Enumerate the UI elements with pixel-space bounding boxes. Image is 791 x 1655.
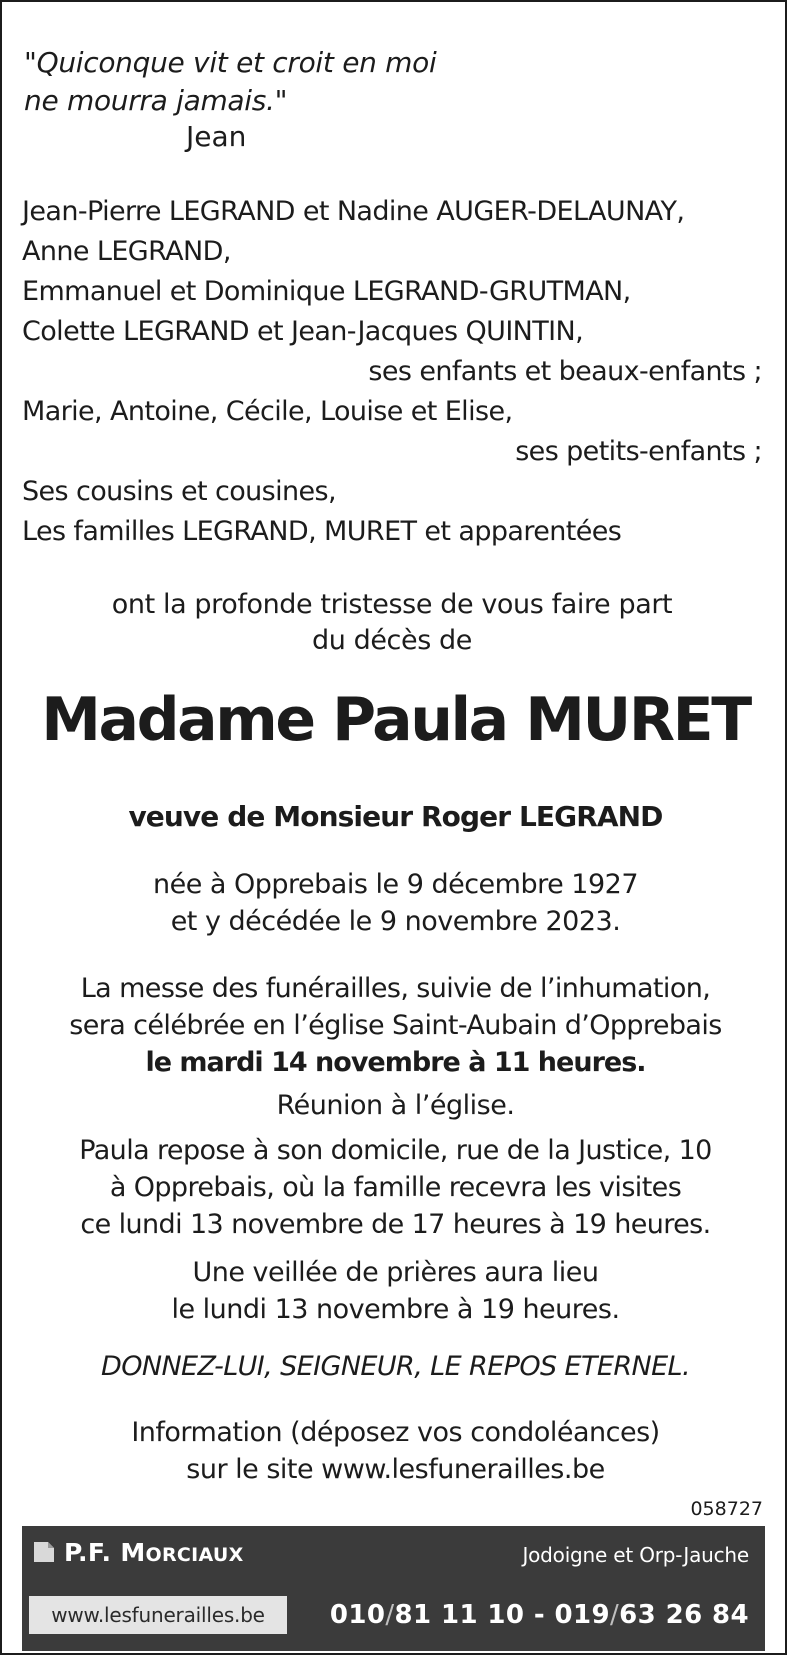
vigil-line-1: Une veillée de prières aura lieu: [192, 1257, 599, 1288]
deceased-name: Madame Paula MURET: [41, 685, 750, 755]
vigil-line-2: le lundi 13 novembre à 19 heures.: [171, 1294, 620, 1325]
brand-prefix: P.F. M: [64, 1538, 146, 1567]
info-line-2: sur le site www.lesfunerailles.be: [186, 1454, 605, 1485]
life-dates: [2, 866, 787, 940]
cousins-line: Ses cousins et cousines,: [22, 476, 337, 507]
funeral-home-phones: [330, 1597, 749, 1633]
condolence-info: [2, 1414, 787, 1488]
quote-line-2: ne mourra jamais.": [24, 84, 288, 117]
families-line: Les familles LEGRAND, MURET et apparentées: [22, 516, 622, 547]
phone-1-number: 81 11 10: [394, 1600, 525, 1630]
vigil-details: [2, 1254, 787, 1328]
funeral-datetime: le mardi 14 novembre à 11 heures.: [145, 1047, 646, 1078]
closing-prayer: DONNEZ-LUI, SEIGNEUR, LE REPOS ETERNEL.: [101, 1351, 690, 1382]
bible-quote: [24, 44, 436, 120]
intro-line-1: ont la profonde tristesse de vous faire part: [111, 589, 673, 620]
announcement-intro: [22, 587, 762, 659]
reference-number: 058727: [690, 1498, 763, 1520]
funeral-home-website[interactable]: www.lesfunerailles.be: [29, 1596, 287, 1634]
visit-line-2: à Opprebais, où la famille recevra les visites: [109, 1172, 682, 1203]
funeral-details: [2, 970, 787, 1081]
family-line-1: Jean-Pierre LEGRAND et Nadine AUGER-DELAUNAY,: [22, 196, 685, 227]
birth-line: née à Opprebais le 9 décembre 1927: [152, 869, 639, 900]
info-line-1: Information (déposez vos condoléances): [131, 1417, 660, 1448]
quote-line-1: "Quiconque vit et croit en moi: [24, 46, 437, 79]
funeral-home-banner: [22, 1526, 765, 1651]
children-role: ses enfants et beaux-enfants ;: [368, 356, 762, 387]
brand-rest: ORCIAUX: [145, 1544, 244, 1566]
funeral-line-1: La messe des funérailles, suivie de l’inhumation,: [80, 973, 711, 1004]
phone-2-slash: /: [609, 1600, 620, 1630]
family-list: [22, 192, 762, 552]
grandchildren-names: Marie, Antoine, Cécile, Louise et Elise,: [22, 396, 513, 427]
funeral-line-2: sera célébrée en l’église Saint-Aubain d’Opprebais: [69, 1010, 722, 1041]
visit-line-3: ce lundi 13 novembre de 17 heures à 19 heures.: [80, 1209, 711, 1240]
phone-2-area: 019: [554, 1600, 610, 1630]
grandchildren-role: ses petits-enfants ;: [515, 436, 762, 467]
intro-line-2: du décès de: [311, 625, 473, 656]
quote-author: Jean: [186, 120, 247, 153]
funeral-home-name: [64, 1538, 244, 1570]
phone-separator: -: [524, 1600, 555, 1630]
phone-2-number: 63 26 84: [619, 1600, 749, 1630]
visit-line-1: Paula repose à son domicile, rue de la Justice, 10: [79, 1135, 712, 1166]
widow-of: veuve de Monsieur Roger LEGRAND: [128, 800, 663, 833]
death-line: et y décédée le 9 novembre 2023.: [170, 906, 621, 937]
family-line-2: Anne LEGRAND,: [22, 236, 231, 267]
meeting-line: Réunion à l’église.: [276, 1090, 515, 1121]
phone-1-area: 010: [329, 1600, 386, 1630]
funeral-home-towns: Jodoigne et Orp-Jauche: [522, 1543, 749, 1567]
phone-1-slash: /: [385, 1600, 395, 1630]
visit-details: [2, 1132, 787, 1243]
document-icon: [32, 1540, 56, 1564]
family-line-4: Colette LEGRAND et Jean-Jacques QUINTIN,: [22, 316, 584, 347]
family-line-3: Emmanuel et Dominique LEGRAND-GRUTMAN,: [22, 276, 631, 307]
